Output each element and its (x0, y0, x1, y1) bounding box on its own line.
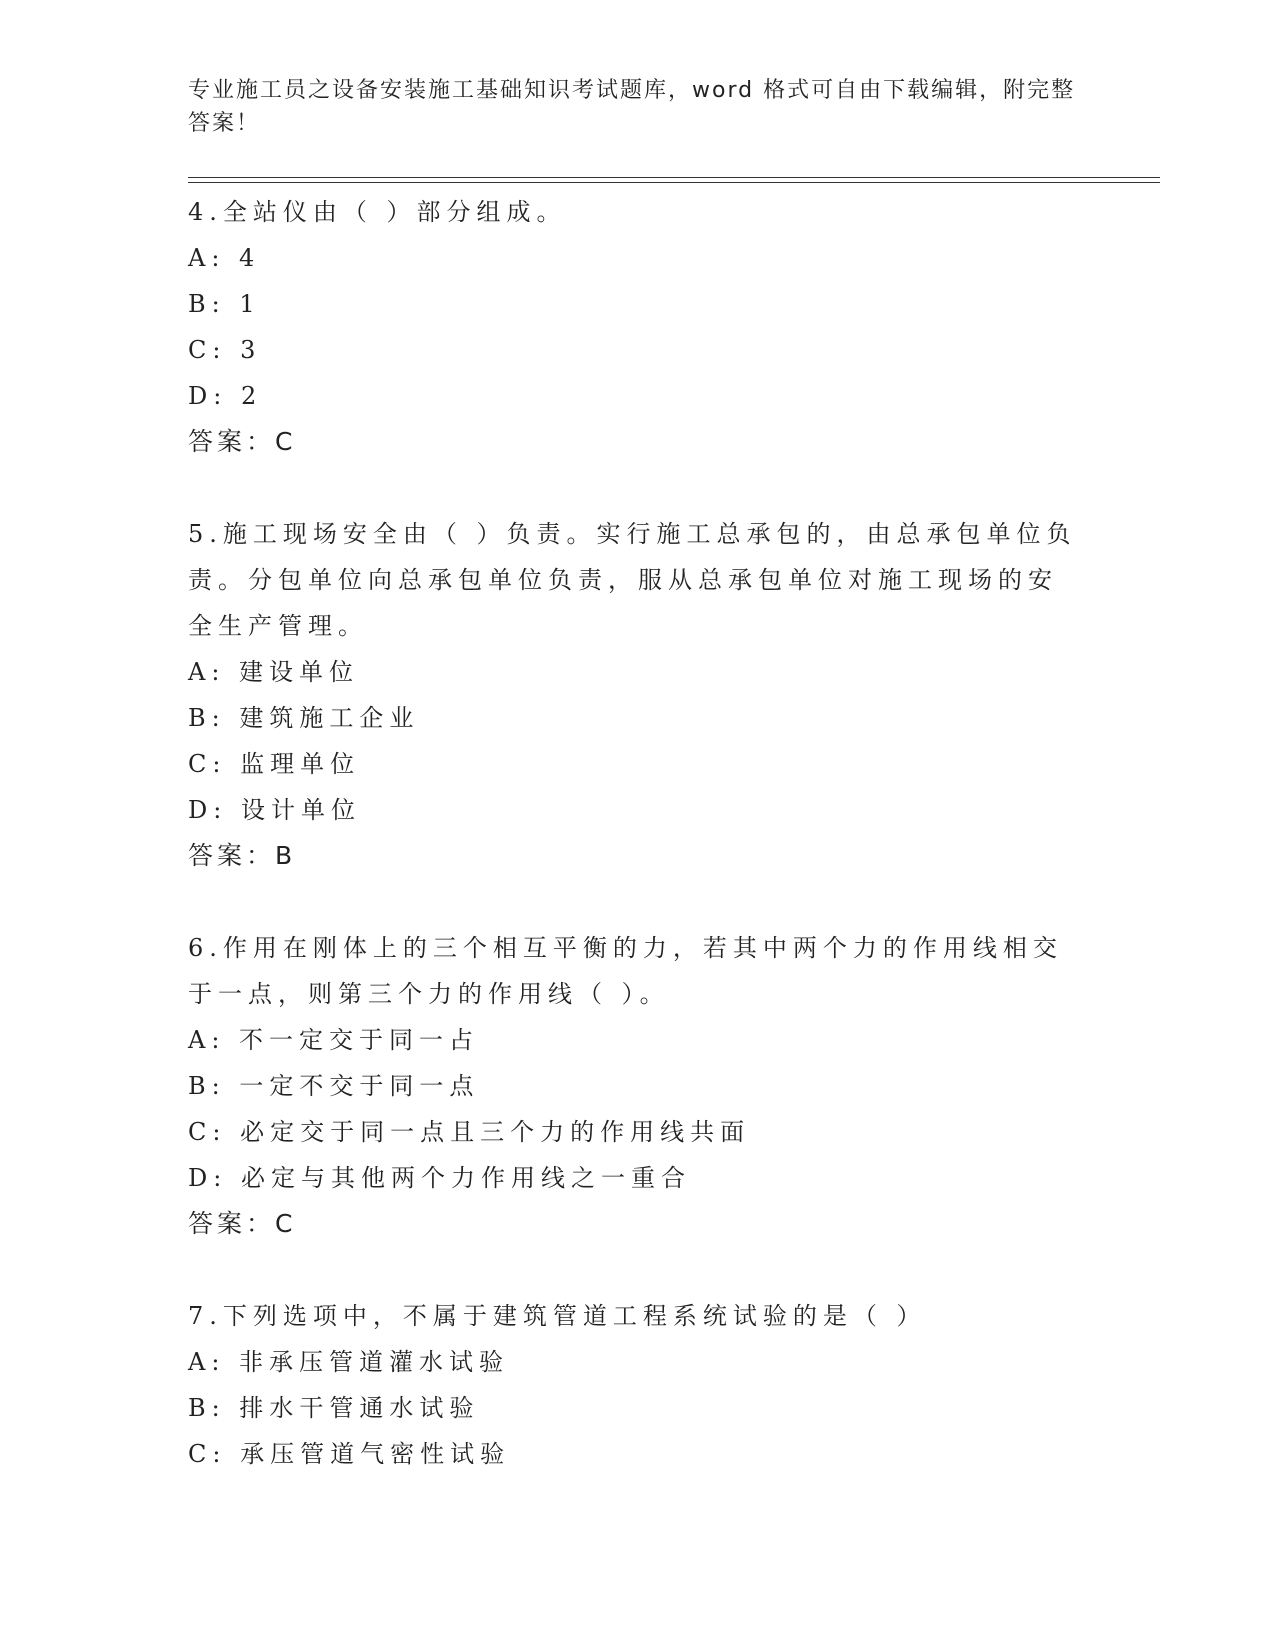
option-d: D: 设计单位 (188, 796, 361, 824)
option-b: B: 排水干管通水试验 (188, 1394, 480, 1422)
question-stem: 5.施工现场安全由（ ）负责。实行施工总承包的，由总承包单位负责。分包单位向总承包单位负责，服从总承包单位对施工现场的安全生产管理。 (188, 520, 1077, 640)
option-a: A: 4 (188, 244, 261, 272)
option-d: D: 2 (188, 382, 263, 410)
option-a: A: 不一定交于同一占 (188, 1026, 480, 1054)
question-5 (188, 511, 1088, 879)
option-a: A: 建设单位 (188, 658, 360, 686)
document-header: 专业施工员之设备安装施工基础知识考试题库，word 格式可自由下载编辑，附完整答案！ (188, 78, 1076, 136)
option-b: B: 建筑施工企业 (188, 704, 420, 732)
option-c: C: 3 (188, 336, 262, 364)
option-d: D: 必定与其他两个力作用线之一重合 (188, 1164, 691, 1192)
question-4 (188, 189, 1088, 465)
option-b: B: 1 (188, 290, 261, 318)
answer-label: 答案：B (188, 841, 297, 870)
question-spacer (188, 1247, 1088, 1293)
question-7 (188, 1293, 1088, 1477)
question-stem: 4.全站仪由（ ）部分组成。 (188, 198, 567, 226)
answer-label: 答案：C (188, 1209, 297, 1238)
question-spacer (188, 879, 1088, 925)
header-divider-bottom (188, 182, 1160, 183)
option-c: C: 监理单位 (188, 750, 361, 778)
question-list (188, 189, 1088, 1477)
header-divider-top (188, 177, 1160, 178)
option-c: C: 承压管道气密性试验 (188, 1440, 511, 1468)
option-a: A: 非承压管道灌水试验 (188, 1348, 510, 1376)
question-stem: 7.下列选项中，不属于建筑管道工程系统试验的是（ ） (188, 1302, 927, 1330)
option-c: C: 必定交于同一点且三个力的作用线共面 (188, 1118, 751, 1146)
question-spacer (188, 465, 1088, 511)
question-stem: 6.作用在刚体上的三个相互平衡的力，若其中两个力的作用线相交于一点，则第三个力的作用线（ ）。 (188, 934, 1063, 1008)
question-6 (188, 925, 1088, 1247)
option-b: B: 一定不交于同一点 (188, 1072, 480, 1100)
answer-label: 答案：C (188, 427, 297, 456)
